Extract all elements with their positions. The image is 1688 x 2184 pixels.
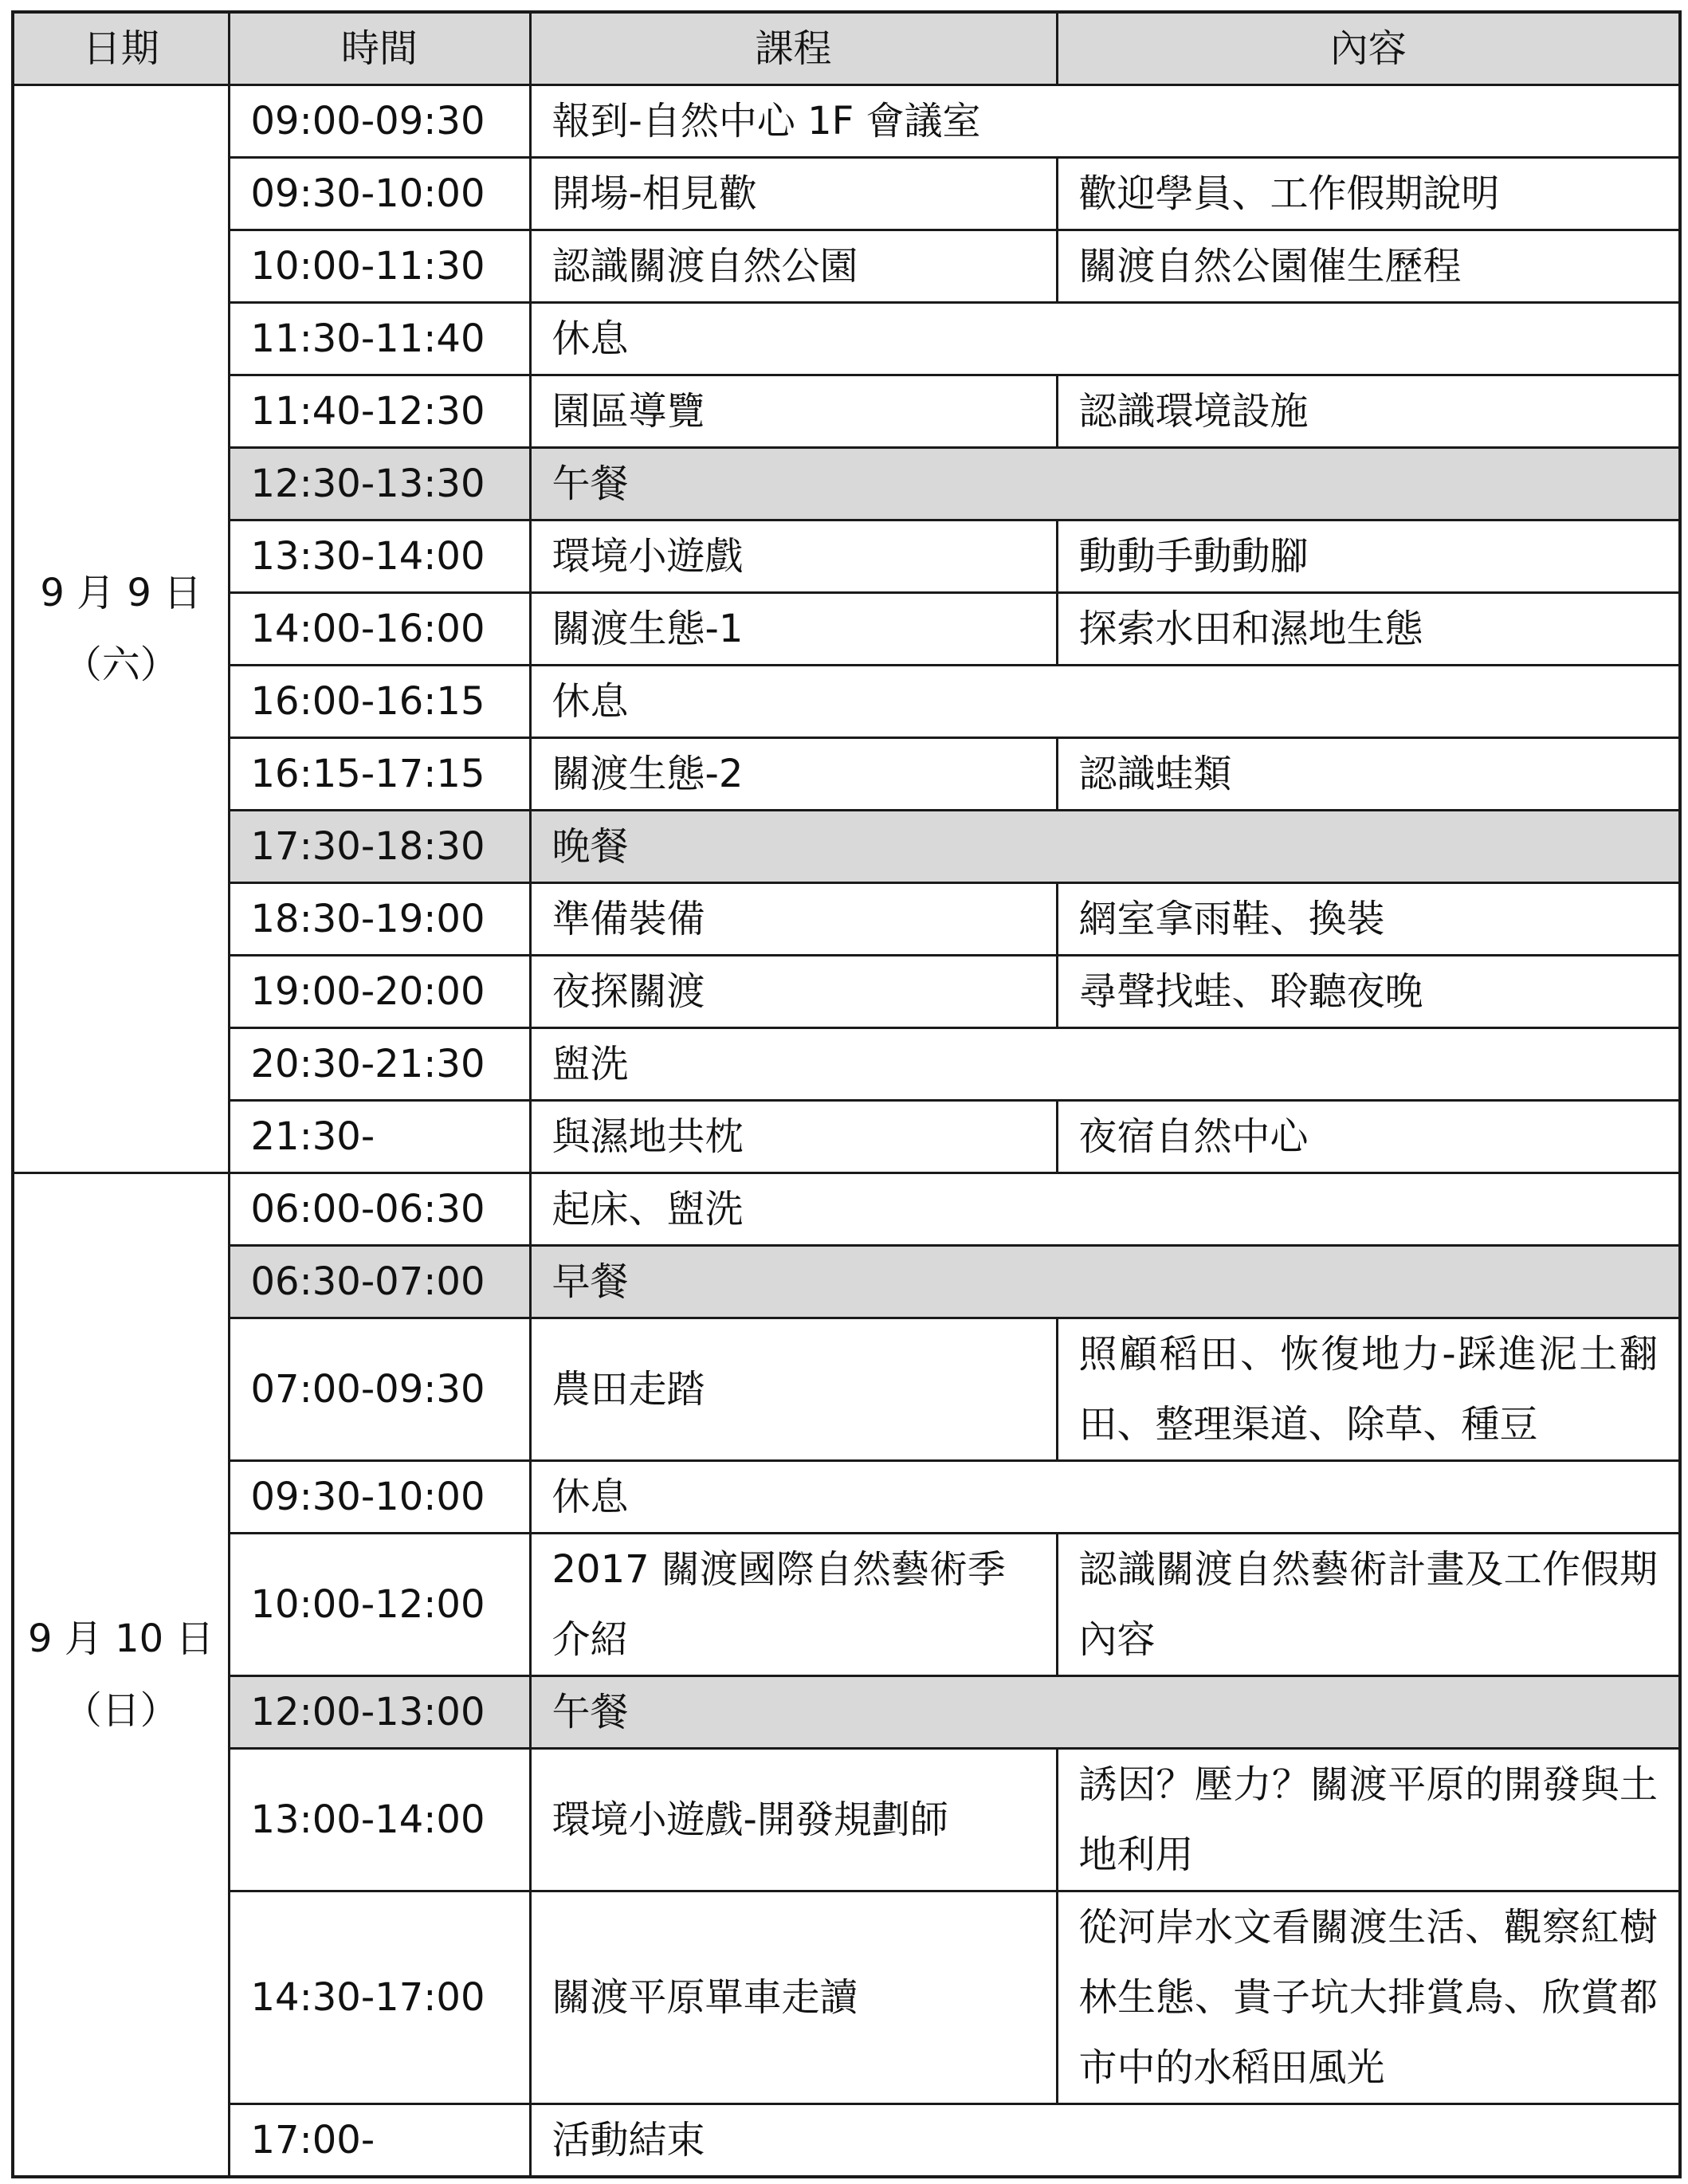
table-row xyxy=(13,738,1680,811)
course-cell: 農田走踏 xyxy=(530,1318,1057,1461)
course-cell: 關渡生態-1 xyxy=(530,593,1057,666)
time-cell: 10:00-12:00 xyxy=(229,1534,530,1676)
course-cell: 準備裝備 xyxy=(530,883,1057,956)
course-cell: 起床、盥洗 xyxy=(530,1173,1680,1246)
time-cell: 16:00-16:15 xyxy=(229,666,530,738)
content-cell: 網室拿雨鞋、換裝 xyxy=(1057,883,1680,956)
course-cell: 晚餐 xyxy=(530,811,1680,883)
time-cell: 09:00-09:30 xyxy=(229,85,530,158)
time-cell: 21:30- xyxy=(229,1101,530,1173)
time-cell: 19:00-20:00 xyxy=(229,956,530,1028)
course-cell: 開場-相見歡 xyxy=(530,158,1057,230)
date-cell-day2 xyxy=(13,1173,229,2178)
time-cell: 16:15-17:15 xyxy=(229,738,530,811)
time-cell: 10:00-11:30 xyxy=(229,230,530,303)
header-time: 時間 xyxy=(229,12,530,85)
table-row xyxy=(13,1749,1680,1891)
table-row xyxy=(13,1891,1680,2104)
time-cell: 17:00- xyxy=(229,2104,530,2178)
content-cell: 歡迎學員、工作假期說明 xyxy=(1057,158,1680,230)
content-cell: 認識關渡自然藝術計畫及工作假期內容 xyxy=(1057,1534,1680,1676)
content-cell: 照顧稻田、恢復地力-踩進泥土翻田、整理渠道、除草、種豆 xyxy=(1057,1318,1680,1461)
table-row xyxy=(13,230,1680,303)
table-row xyxy=(13,375,1680,448)
course-cell: 關渡生態-2 xyxy=(530,738,1057,811)
time-cell: 11:40-12:30 xyxy=(229,375,530,448)
table-row xyxy=(13,158,1680,230)
header-date: 日期 xyxy=(13,12,229,85)
time-cell: 09:30-10:00 xyxy=(229,158,530,230)
table-row xyxy=(13,1461,1680,1534)
table-row xyxy=(13,85,1680,158)
course-cell: 環境小遊戲 xyxy=(530,520,1057,593)
date-label: 9 月 9 日 xyxy=(40,571,202,615)
schedule-table xyxy=(11,10,1682,2178)
time-cell: 18:30-19:00 xyxy=(229,883,530,956)
time-cell: 13:30-14:00 xyxy=(229,520,530,593)
table-row xyxy=(13,303,1680,375)
content-cell: 從河岸水文看關渡生活、觀察紅樹林生態、貴子坑大排賞鳥、欣賞都市中的水稻田風光 xyxy=(1057,1891,1680,2104)
table-row xyxy=(13,1101,1680,1173)
course-cell: 休息 xyxy=(530,303,1680,375)
time-cell: 11:30-11:40 xyxy=(229,303,530,375)
time-cell: 17:30-18:30 xyxy=(229,811,530,883)
table-row xyxy=(13,956,1680,1028)
course-cell: 活動結束 xyxy=(530,2104,1680,2178)
course-cell: 園區導覽 xyxy=(530,375,1057,448)
date-label: 9 月 10 日 xyxy=(28,1616,214,1661)
header-row xyxy=(13,12,1680,85)
course-cell: 關渡平原單車走讀 xyxy=(530,1891,1057,2104)
table-row xyxy=(13,1173,1680,1246)
time-cell: 13:00-14:00 xyxy=(229,1749,530,1891)
course-cell: 2017 關渡國際自然藝術季介紹 xyxy=(530,1534,1057,1676)
time-cell: 12:00-13:00 xyxy=(229,1676,530,1749)
header-content: 內容 xyxy=(1057,12,1680,85)
course-cell: 休息 xyxy=(530,1461,1680,1534)
content-cell: 夜宿自然中心 xyxy=(1057,1101,1680,1173)
table-row xyxy=(13,883,1680,956)
course-cell: 午餐 xyxy=(530,448,1680,520)
table-row-meal xyxy=(13,1676,1680,1749)
time-cell: 14:00-16:00 xyxy=(229,593,530,666)
date-cell-day1 xyxy=(13,85,229,1173)
table-row xyxy=(13,1318,1680,1461)
table-row xyxy=(13,1028,1680,1101)
course-cell: 午餐 xyxy=(530,1676,1680,1749)
time-cell: 07:00-09:30 xyxy=(229,1318,530,1461)
content-cell: 認識環境設施 xyxy=(1057,375,1680,448)
course-cell: 環境小遊戲-開發規劃師 xyxy=(530,1749,1057,1891)
time-cell: 06:30-07:00 xyxy=(229,1246,530,1318)
time-cell: 14:30-17:00 xyxy=(229,1891,530,2104)
time-cell: 20:30-21:30 xyxy=(229,1028,530,1101)
content-cell: 認識蛙類 xyxy=(1057,738,1680,811)
time-cell: 12:30-13:30 xyxy=(229,448,530,520)
course-cell: 夜探關渡 xyxy=(530,956,1057,1028)
table-row-meal xyxy=(13,448,1680,520)
table-row xyxy=(13,2104,1680,2178)
content-cell: 關渡自然公園催生歷程 xyxy=(1057,230,1680,303)
weekday-label: （日） xyxy=(63,1688,179,1733)
course-cell: 休息 xyxy=(530,666,1680,738)
content-cell: 誘因？壓力？關渡平原的開發與土地利用 xyxy=(1057,1749,1680,1891)
course-cell: 早餐 xyxy=(530,1246,1680,1318)
table-row-meal xyxy=(13,811,1680,883)
course-cell: 認識關渡自然公園 xyxy=(530,230,1057,303)
table-row xyxy=(13,593,1680,666)
table-row xyxy=(13,520,1680,593)
table-row-meal xyxy=(13,1246,1680,1318)
table-row xyxy=(13,1534,1680,1676)
time-cell: 06:00-06:30 xyxy=(229,1173,530,1246)
course-cell: 報到-自然中心 1F 會議室 xyxy=(530,85,1680,158)
time-cell: 09:30-10:00 xyxy=(229,1461,530,1534)
header-course: 課程 xyxy=(530,12,1057,85)
weekday-label: （六） xyxy=(63,642,179,687)
table-row xyxy=(13,666,1680,738)
content-cell: 探索水田和濕地生態 xyxy=(1057,593,1680,666)
content-cell: 動動手動動腳 xyxy=(1057,520,1680,593)
content-cell: 尋聲找蛙、聆聽夜晚 xyxy=(1057,956,1680,1028)
course-cell: 與濕地共枕 xyxy=(530,1101,1057,1173)
course-cell: 盥洗 xyxy=(530,1028,1680,1101)
